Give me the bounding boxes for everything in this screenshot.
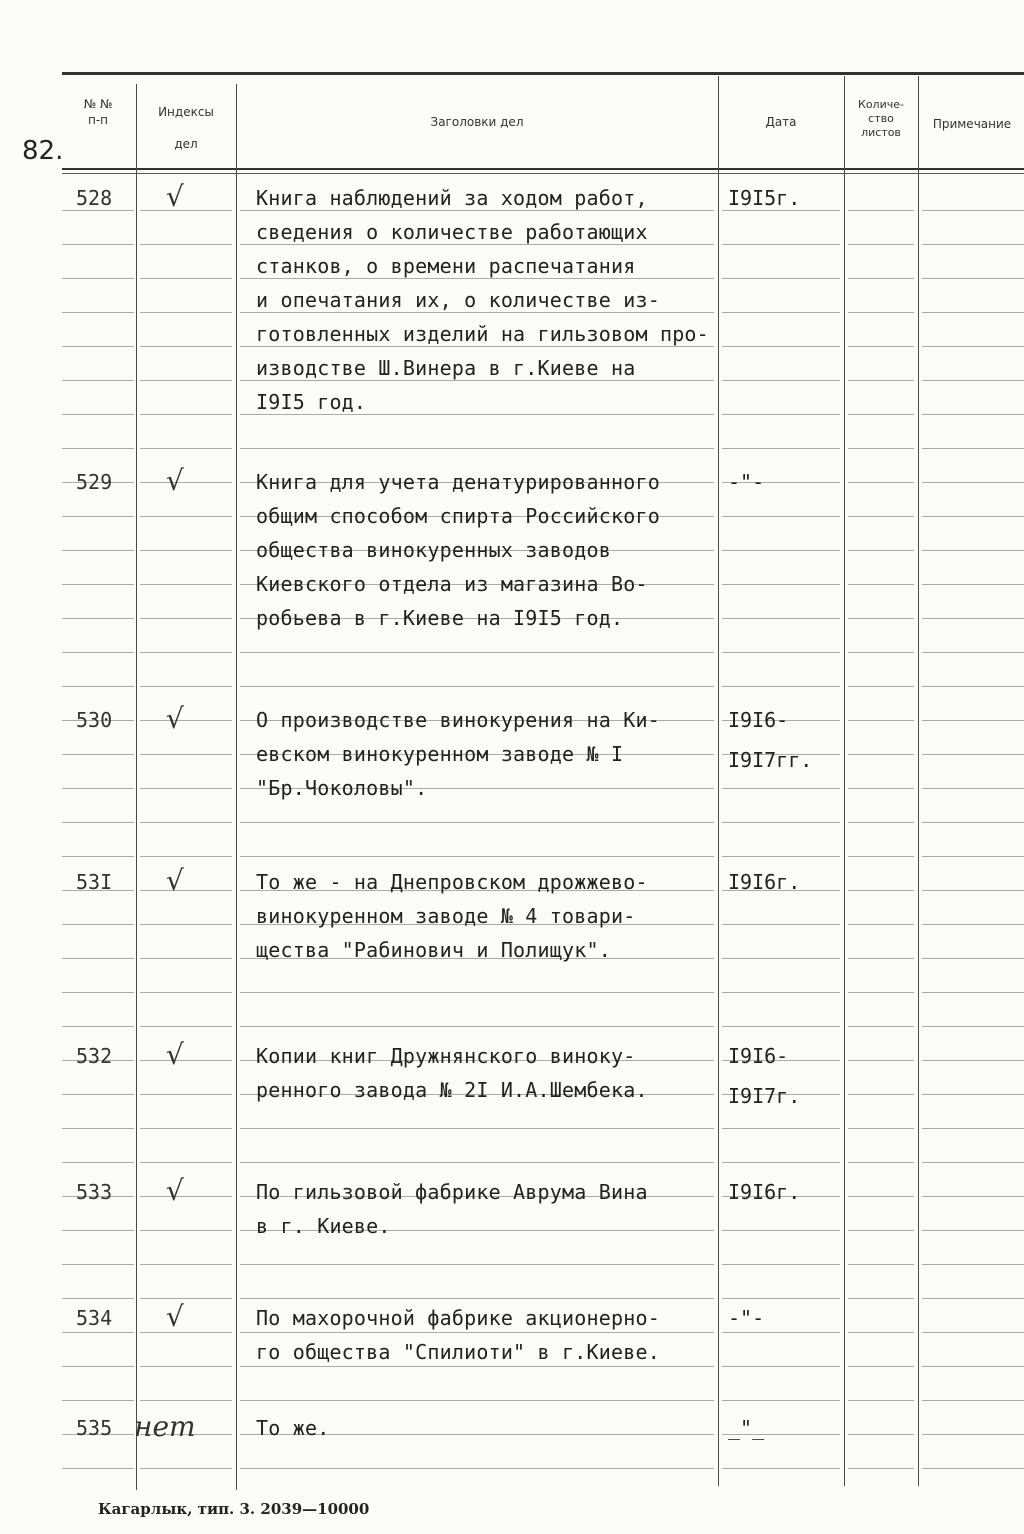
ruled-line <box>922 754 1024 755</box>
ruled-line <box>62 414 134 415</box>
ruled-line <box>62 516 134 517</box>
ruled-line <box>140 1400 232 1401</box>
ruled-line <box>62 1468 134 1469</box>
entry-date: I9I6г. <box>728 870 801 894</box>
ruled-line <box>922 652 1024 653</box>
ruled-line <box>140 1468 232 1469</box>
ruled-line <box>62 822 134 823</box>
ruled-line <box>922 482 1024 483</box>
entry-date: I9I7гг. <box>728 748 813 772</box>
entry-title-line: робьева в г.Киеве на I9I5 год. <box>256 606 624 630</box>
ruled-line <box>240 1264 714 1265</box>
entry-title-line: общества винокуренных заводов <box>256 538 611 562</box>
ruled-line <box>140 210 232 211</box>
entry-title-line: винокуренном заводе № 4 товари- <box>256 904 636 928</box>
ruled-line <box>140 346 232 347</box>
ruled-line <box>140 822 232 823</box>
entry-date: -"- <box>728 470 765 494</box>
ruled-line <box>140 414 232 415</box>
ruled-line <box>140 788 232 789</box>
ruled-line <box>722 380 840 381</box>
ruled-line <box>240 414 714 415</box>
ruled-line <box>140 244 232 245</box>
ruled-line <box>848 924 914 925</box>
ruled-line <box>240 244 714 245</box>
ruled-line <box>140 1332 232 1333</box>
ruled-line <box>848 584 914 585</box>
ruled-line <box>922 346 1024 347</box>
ruled-line <box>140 1162 232 1163</box>
ruled-line <box>922 448 1024 449</box>
col-divider-1 <box>136 84 137 1490</box>
entry-number: 535 <box>76 1416 113 1440</box>
ruled-line <box>722 652 840 653</box>
header-col-no: № № п-п <box>83 97 113 127</box>
ruled-line <box>922 278 1024 279</box>
ruled-line <box>62 1026 134 1027</box>
index-checkmark: √ <box>166 464 184 497</box>
entry-title-line: I9I5 год. <box>256 390 367 414</box>
ruled-line <box>62 244 134 245</box>
ruled-line <box>922 822 1024 823</box>
ruled-line <box>62 686 134 687</box>
ruled-line <box>62 924 134 925</box>
entry-date: -"- <box>728 1306 765 1330</box>
entry-date: I9I7г. <box>728 1084 801 1108</box>
entry-date: _"_ <box>728 1416 765 1440</box>
ruled-line <box>922 958 1024 959</box>
entry-date: I9I5г. <box>728 186 801 210</box>
entry-title-line: О производстве винокурения на Ки- <box>256 708 660 732</box>
ruled-line <box>722 1128 840 1129</box>
ruled-line <box>922 618 1024 619</box>
ruled-line <box>922 720 1024 721</box>
index-checkmark: нет <box>134 1410 196 1443</box>
ruled-line <box>240 1332 714 1333</box>
ruled-line <box>62 754 134 755</box>
ruled-line <box>140 550 232 551</box>
ruled-line <box>62 448 134 449</box>
ruled-line <box>240 1128 714 1129</box>
ruled-line <box>722 346 840 347</box>
ruled-line <box>848 278 914 279</box>
entry-number: 534 <box>76 1306 113 1330</box>
ruled-line <box>848 1400 914 1401</box>
ruled-line <box>62 1128 134 1129</box>
ruled-line <box>848 652 914 653</box>
ruled-line <box>848 1264 914 1265</box>
ruled-line <box>922 584 1024 585</box>
entry-date: I9I6- <box>728 708 789 732</box>
index-checkmark: √ <box>166 702 184 735</box>
ruled-line <box>140 720 232 721</box>
ruled-line <box>848 346 914 347</box>
ruled-line <box>848 1468 914 1469</box>
ruled-line <box>922 1400 1024 1401</box>
entry-title-line: ренного завода № 2I И.А.Шембека. <box>256 1078 648 1102</box>
ruled-line <box>62 210 134 211</box>
ruled-line <box>62 584 134 585</box>
ruled-line <box>240 346 714 347</box>
ruled-line <box>922 890 1024 891</box>
ruled-line <box>140 278 232 279</box>
ruled-line <box>140 312 232 313</box>
ruled-line <box>848 448 914 449</box>
ruled-line <box>722 1026 840 1027</box>
ruled-line <box>922 992 1024 993</box>
ruled-line <box>848 244 914 245</box>
ruled-line <box>848 1434 914 1435</box>
ruled-line <box>922 380 1024 381</box>
entry-number: 530 <box>76 708 113 732</box>
entry-title-line: евском винокуренном заводе № I <box>256 742 624 766</box>
header-top-rule <box>62 72 1024 75</box>
ruled-line <box>722 1366 840 1367</box>
ruled-line <box>62 1298 134 1299</box>
ruled-line <box>240 312 714 313</box>
page-number: 82. <box>22 136 64 166</box>
ruled-line <box>848 550 914 551</box>
col-divider-2 <box>236 84 237 1490</box>
ruled-line <box>848 380 914 381</box>
header-col-date: Дата <box>765 115 797 129</box>
ruled-line <box>62 1332 134 1333</box>
col-divider-4 <box>844 76 845 1486</box>
ruled-line <box>62 958 134 959</box>
ruled-line <box>140 1298 232 1299</box>
entry-title-line: щества "Рабинович и Полищук". <box>256 938 611 962</box>
entry-title-line: го общества "Спилиоти" в г.Киеве. <box>256 1340 660 1364</box>
entry-number: 528 <box>76 186 113 210</box>
ruled-line <box>140 890 232 891</box>
entry-title-line: Книга для учета денатурированного <box>256 470 660 494</box>
ruled-line <box>722 686 840 687</box>
index-checkmark: √ <box>166 1300 184 1333</box>
ruled-line <box>722 1298 840 1299</box>
entry-title-line: в г. Киеве. <box>256 1214 391 1238</box>
ruled-line <box>922 1298 1024 1299</box>
ruled-line <box>62 1264 134 1265</box>
ruled-line <box>140 992 232 993</box>
ruled-line <box>848 1230 914 1231</box>
ruled-line <box>848 1332 914 1333</box>
header-col-index: Индексы дел <box>158 105 214 151</box>
ruled-line <box>62 652 134 653</box>
ruled-line <box>848 890 914 891</box>
ruled-line <box>922 1128 1024 1129</box>
entry-date: I9I6г. <box>728 1180 801 1204</box>
ruled-line <box>140 1264 232 1265</box>
ruled-line <box>140 380 232 381</box>
ruled-line <box>62 312 134 313</box>
ruled-line <box>62 1230 134 1231</box>
col-divider-5 <box>918 76 919 1486</box>
ruled-line <box>240 1162 714 1163</box>
ruled-line <box>922 516 1024 517</box>
entry-title-line: По гильзовой фабрике Аврума Вина <box>256 1180 648 1204</box>
ruled-line <box>140 482 232 483</box>
ruled-line <box>62 788 134 789</box>
entry-number: 533 <box>76 1180 113 1204</box>
ruled-line <box>140 1026 232 1027</box>
ruled-line <box>922 1230 1024 1231</box>
ruled-line <box>140 754 232 755</box>
ruled-line <box>848 1026 914 1027</box>
ruled-line <box>140 1094 232 1095</box>
entry-title-line: станков, о времени распечатания <box>256 254 636 278</box>
ruled-line <box>240 686 714 687</box>
ruled-line <box>848 1298 914 1299</box>
ruled-line <box>722 924 840 925</box>
ruled-line <box>240 822 714 823</box>
ruled-line <box>722 448 840 449</box>
header-bottom-rule <box>62 168 1024 170</box>
entry-title-line: Киевского отдела из магазина Во- <box>256 572 648 596</box>
entry-title-line: готовленных изделий на гильзовом про- <box>256 322 709 346</box>
ruled-line <box>722 210 840 211</box>
printer-footer: Кагарлык, тип. 3. 2039—10000 <box>98 1500 370 1518</box>
header-bottom-rule-2 <box>62 173 1024 174</box>
header-col-note: Примечание <box>932 117 1012 131</box>
ruled-line <box>722 1162 840 1163</box>
ruled-line <box>240 1366 714 1367</box>
ruled-line <box>922 1060 1024 1061</box>
ruled-line <box>62 1366 134 1367</box>
ruled-line <box>722 1264 840 1265</box>
entry-title-line: То же - на Днепровском дрожжево- <box>256 870 648 894</box>
ruled-line <box>922 244 1024 245</box>
ruled-line <box>722 822 840 823</box>
ruled-line <box>62 856 134 857</box>
ruled-line <box>240 992 714 993</box>
ruled-line <box>848 992 914 993</box>
ruled-line <box>848 1366 914 1367</box>
ruled-line <box>240 1026 714 1027</box>
ruled-line <box>62 1162 134 1163</box>
ruled-line <box>848 1196 914 1197</box>
ruled-line <box>922 312 1024 313</box>
ruled-line <box>848 1060 914 1061</box>
ruled-line <box>722 312 840 313</box>
ruled-line <box>140 1366 232 1367</box>
ruled-line <box>848 312 914 313</box>
ruled-line <box>240 448 714 449</box>
entry-title-line: Копии книг Дружнянского виноку- <box>256 1044 636 1068</box>
ruled-line <box>140 516 232 517</box>
ruled-line <box>922 1332 1024 1333</box>
ruled-line <box>240 210 714 211</box>
entry-title-line: изводстве Ш.Винера в г.Киеве на <box>256 356 636 380</box>
ruled-line <box>848 414 914 415</box>
entry-title-line: "Бр.Чоколовы". <box>256 776 428 800</box>
ruled-line <box>922 686 1024 687</box>
index-checkmark: √ <box>166 180 184 213</box>
ruled-line <box>240 652 714 653</box>
ruled-line <box>922 550 1024 551</box>
ruled-line <box>140 856 232 857</box>
ruled-line <box>140 448 232 449</box>
ruled-line <box>240 380 714 381</box>
ruled-line <box>848 754 914 755</box>
ruled-line <box>848 1094 914 1095</box>
ruled-line <box>722 618 840 619</box>
entry-number: 529 <box>76 470 113 494</box>
entry-date: I9I6- <box>728 1044 789 1068</box>
ruled-line <box>922 1434 1024 1435</box>
ruled-line <box>62 380 134 381</box>
col-divider-3 <box>718 76 719 1486</box>
ruled-line <box>848 210 914 211</box>
ruled-line <box>140 618 232 619</box>
ruled-line <box>922 788 1024 789</box>
ruled-line <box>922 210 1024 211</box>
ruled-line <box>240 1400 714 1401</box>
entry-title-line: общим способом спирта Российского <box>256 504 660 528</box>
index-checkmark: √ <box>166 1174 184 1207</box>
ruled-line <box>722 992 840 993</box>
ruled-line <box>140 686 232 687</box>
ruled-line <box>722 856 840 857</box>
ruled-line <box>140 1230 232 1231</box>
ruled-line <box>240 1468 714 1469</box>
entry-title-line: сведения о количестве работающих <box>256 220 648 244</box>
ruled-line <box>922 414 1024 415</box>
ruled-line <box>922 1162 1024 1163</box>
ruled-line <box>848 958 914 959</box>
ruled-line <box>62 550 134 551</box>
ruled-line <box>722 1332 840 1333</box>
ruled-line <box>722 958 840 959</box>
ruled-line <box>922 1196 1024 1197</box>
header-col-count: Количе- ство листов <box>858 98 904 139</box>
ruled-line <box>722 584 840 585</box>
ruled-line <box>240 278 714 279</box>
ruled-line <box>62 278 134 279</box>
ruled-line <box>140 958 232 959</box>
ruled-line <box>140 652 232 653</box>
ruled-line <box>922 1264 1024 1265</box>
ruled-line <box>922 1094 1024 1095</box>
ruled-line <box>922 924 1024 925</box>
ruled-line <box>722 516 840 517</box>
ruled-line <box>722 1468 840 1469</box>
ruled-line <box>722 1400 840 1401</box>
index-checkmark: √ <box>166 1038 184 1071</box>
ruled-line <box>922 1026 1024 1027</box>
header-col-title: Заголовки дел <box>430 115 524 129</box>
ruled-line <box>922 1468 1024 1469</box>
ruled-line <box>848 788 914 789</box>
ruled-line <box>62 1400 134 1401</box>
ruled-line <box>848 1128 914 1129</box>
ruled-line <box>848 720 914 721</box>
ruled-line <box>922 856 1024 857</box>
ruled-line <box>922 1366 1024 1367</box>
ruled-line <box>848 618 914 619</box>
ruled-line <box>722 278 840 279</box>
entry-title-line: То же. <box>256 1416 330 1440</box>
ruled-line <box>140 924 232 925</box>
entry-title-line: и опечатания их, о количестве из- <box>256 288 660 312</box>
ruled-line <box>240 1298 714 1299</box>
ruled-line <box>62 618 134 619</box>
ruled-line <box>722 788 840 789</box>
ruled-line <box>848 1162 914 1163</box>
ruled-line <box>140 584 232 585</box>
ruled-line <box>140 1128 232 1129</box>
ruled-line <box>722 244 840 245</box>
ruled-line <box>848 856 914 857</box>
entry-number: 53I <box>76 870 113 894</box>
ruled-line <box>62 346 134 347</box>
ruled-line <box>140 1060 232 1061</box>
ruled-line <box>240 856 714 857</box>
index-checkmark: √ <box>166 864 184 897</box>
ruled-line <box>848 516 914 517</box>
ruled-line <box>722 1230 840 1231</box>
ruled-line <box>62 1094 134 1095</box>
entry-number: 532 <box>76 1044 113 1068</box>
ruled-line <box>848 482 914 483</box>
ruled-line <box>722 550 840 551</box>
ruled-line <box>62 992 134 993</box>
entry-title-line: По махорочной фабрике акционерно- <box>256 1306 660 1330</box>
ruled-line <box>848 686 914 687</box>
entry-title-line: Книга наблюдений за ходом работ, <box>256 186 648 210</box>
ruled-line <box>848 822 914 823</box>
ruled-line <box>140 1196 232 1197</box>
ruled-line <box>722 414 840 415</box>
